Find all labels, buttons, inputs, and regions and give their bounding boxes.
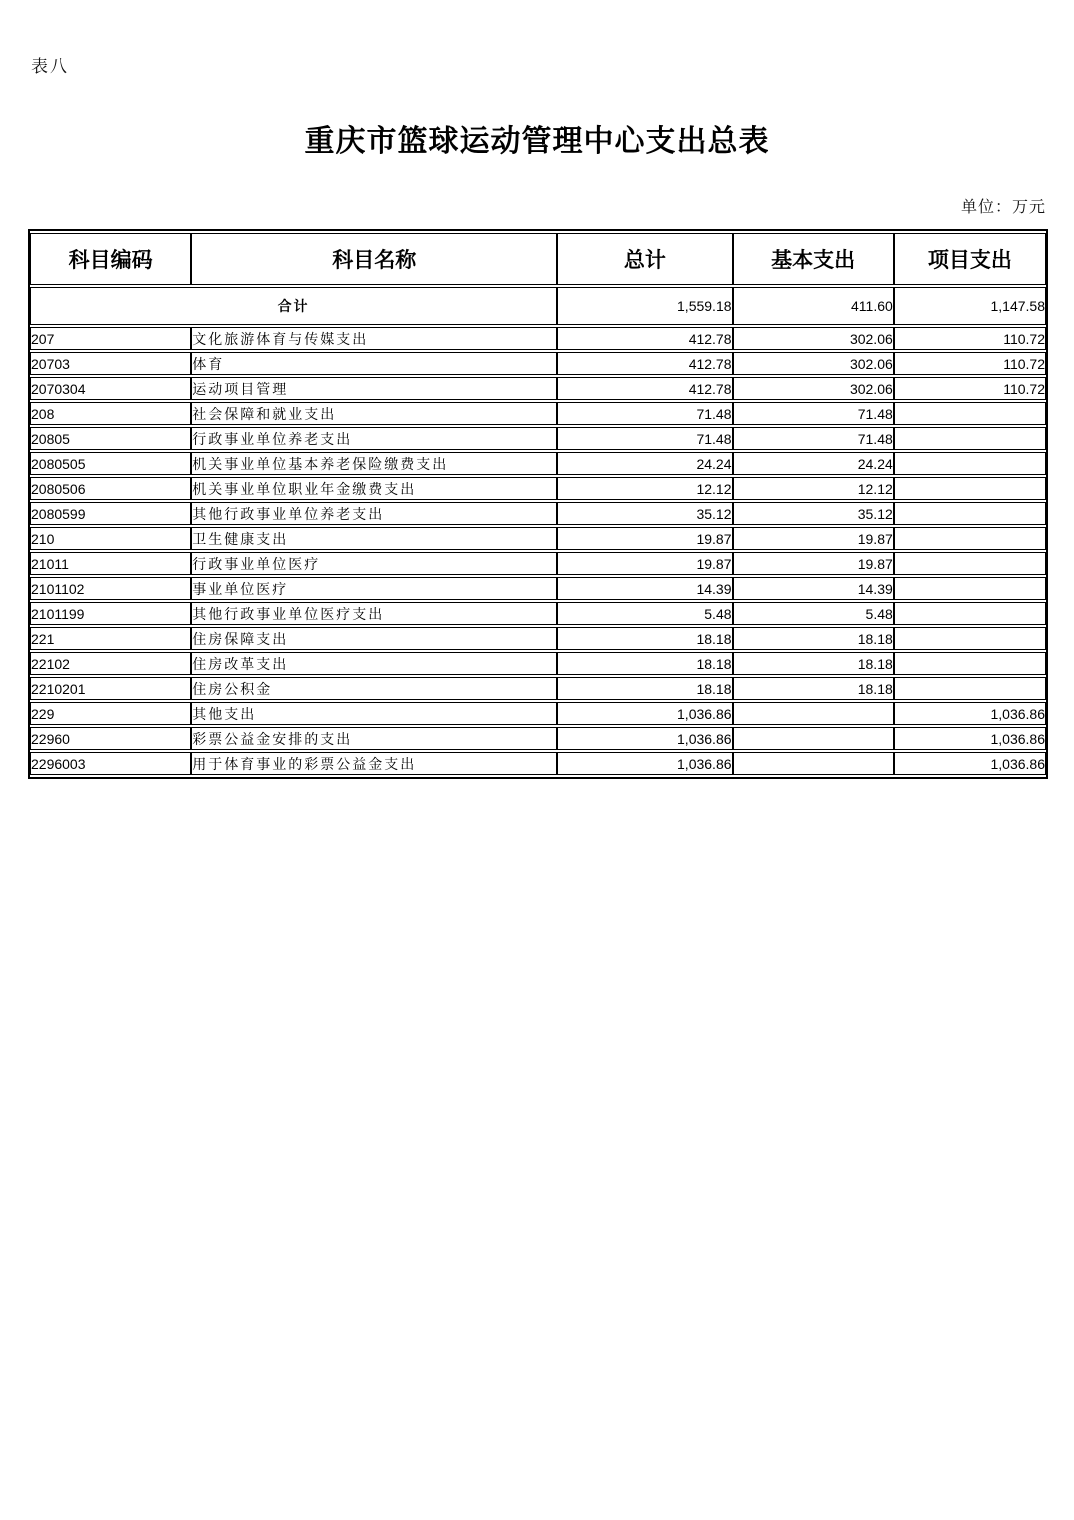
table-row: [30, 727, 1046, 750]
cell-basic-expense: 19.87: [733, 552, 894, 575]
cell-project-expense: 1,036.86: [894, 727, 1046, 750]
cell-project-expense: [894, 602, 1046, 625]
table-body: [30, 287, 1046, 775]
cell-subject-name: 机关事业单位职业年金缴费支出: [191, 477, 557, 500]
cell-basic-expense: 14.39: [733, 577, 894, 600]
cell-grand-total: 5.48: [557, 602, 732, 625]
table-row: [30, 652, 1046, 675]
cell-basic-expense: 302.06: [733, 352, 894, 375]
table-row: [30, 577, 1046, 600]
cell-basic-expense: [733, 727, 894, 750]
col-header-basic-expense: 基本支出: [733, 233, 894, 285]
cell-project-expense: 1,036.86: [894, 702, 1046, 725]
cell-grand-total: 71.48: [557, 427, 732, 450]
cell-subject-code: 2296003: [30, 752, 191, 775]
cell-basic-expense: 12.12: [733, 477, 894, 500]
cell-project-expense: 110.72: [894, 352, 1046, 375]
cell-basic-expense: [733, 752, 894, 775]
cell-grand-total: 35.12: [557, 502, 732, 525]
cell-basic-expense: 71.48: [733, 427, 894, 450]
cell-grand-total: 14.39: [557, 577, 732, 600]
cell-project-expense: [894, 452, 1046, 475]
cell-basic-expense: 302.06: [733, 377, 894, 400]
cell-project-expense: 110.72: [894, 377, 1046, 400]
cell-grand-total: 412.78: [557, 327, 732, 350]
cell-subject-code: 2101102: [30, 577, 191, 600]
page-title: 重庆市篮球运动管理中心支出总表: [304, 125, 770, 158]
cell-subject-name: 机关事业单位基本养老保险缴费支出: [191, 452, 557, 475]
cell-grand-total: 1,036.86: [557, 727, 732, 750]
cell-subject-name: 住房保障支出: [191, 627, 557, 650]
cell-subject-code: 2070304: [30, 377, 191, 400]
cell-basic-expense: 24.24: [733, 452, 894, 475]
cell-grand-total: 1,036.86: [557, 702, 732, 725]
cell-basic-expense: 18.18: [733, 677, 894, 700]
table-row: [30, 327, 1046, 350]
cell-subject-name: 事业单位医疗: [191, 577, 557, 600]
cell-subject-name: 住房公积金: [191, 677, 557, 700]
cell-basic-expense: 18.18: [733, 627, 894, 650]
cell-grand-total: 12.12: [557, 477, 732, 500]
table-row: [30, 377, 1046, 400]
cell-subject-code: 2101199: [30, 602, 191, 625]
cell-basic-expense: 19.87: [733, 527, 894, 550]
cell-subject-code: 21011: [30, 552, 191, 575]
cell-subject-code: 208: [30, 402, 191, 425]
cell-project-expense: [894, 477, 1046, 500]
cell-subject-name: 文化旅游体育与传媒支出: [191, 327, 557, 350]
cell-subject-code: 20805: [30, 427, 191, 450]
cell-project-expense: 1,147.58: [894, 287, 1046, 325]
cell-total-label: 合计: [30, 287, 557, 325]
cell-grand-total: 1,036.86: [557, 752, 732, 775]
cell-subject-name: 体育: [191, 352, 557, 375]
table-header: [30, 233, 1046, 285]
cell-subject-code: 22102: [30, 652, 191, 675]
cell-project-expense: [894, 502, 1046, 525]
expenditure-summary-table: [28, 229, 1048, 779]
cell-grand-total: 19.87: [557, 527, 732, 550]
cell-grand-total: 1,559.18: [557, 287, 732, 325]
cell-grand-total: 24.24: [557, 452, 732, 475]
cell-subject-code: 229: [30, 702, 191, 725]
cell-grand-total: 18.18: [557, 677, 732, 700]
cell-subject-code: 2210201: [30, 677, 191, 700]
cell-grand-total: 18.18: [557, 627, 732, 650]
unit-label: 单位：万元: [960, 199, 1046, 216]
cell-grand-total: 19.87: [557, 552, 732, 575]
cell-project-expense: [894, 527, 1046, 550]
cell-project-expense: [894, 552, 1046, 575]
cell-subject-name: 其他支出: [191, 702, 557, 725]
table-row: [30, 552, 1046, 575]
cell-grand-total: 71.48: [557, 402, 732, 425]
col-header-project-expense: 项目支出: [894, 233, 1046, 285]
table-row: [30, 477, 1046, 500]
cell-subject-name: 彩票公益金安排的支出: [191, 727, 557, 750]
table-row: [30, 352, 1046, 375]
cell-subject-name: 用于体育事业的彩票公益金支出: [191, 752, 557, 775]
cell-grand-total: 412.78: [557, 377, 732, 400]
cell-project-expense: [894, 652, 1046, 675]
cell-project-expense: [894, 427, 1046, 450]
cell-subject-name: 运动项目管理: [191, 377, 557, 400]
table-row: [30, 752, 1046, 775]
cell-basic-expense: 71.48: [733, 402, 894, 425]
table-row: [30, 627, 1046, 650]
cell-subject-name: 其他行政事业单位养老支出: [191, 502, 557, 525]
cell-basic-expense: [733, 702, 894, 725]
cell-project-expense: 1,036.86: [894, 752, 1046, 775]
cell-subject-name: 其他行政事业单位医疗支出: [191, 602, 557, 625]
cell-basic-expense: 18.18: [733, 652, 894, 675]
cell-subject-name: 卫生健康支出: [191, 527, 557, 550]
cell-subject-code: 221: [30, 627, 191, 650]
cell-subject-name: 社会保障和就业支出: [191, 402, 557, 425]
table-row: [30, 527, 1046, 550]
cell-subject-name: 行政事业单位医疗: [191, 552, 557, 575]
cell-subject-code: 210: [30, 527, 191, 550]
cell-project-expense: [894, 677, 1046, 700]
cell-subject-name: 住房改革支出: [191, 652, 557, 675]
cell-project-expense: 110.72: [894, 327, 1046, 350]
cell-subject-code: 207: [30, 327, 191, 350]
cell-project-expense: [894, 402, 1046, 425]
total-row: [30, 287, 1046, 325]
col-header-grand-total: 总计: [557, 233, 732, 285]
cell-grand-total: 18.18: [557, 652, 732, 675]
table-row: [30, 677, 1046, 700]
cell-project-expense: [894, 577, 1046, 600]
cell-basic-expense: 35.12: [733, 502, 894, 525]
table-number-label: 表八: [31, 57, 69, 76]
col-header-subject-code: 科目编码: [30, 233, 191, 285]
cell-basic-expense: 5.48: [733, 602, 894, 625]
col-header-subject-name: 科目名称: [191, 233, 557, 285]
table-row: [30, 702, 1046, 725]
cell-subject-code: 2080599: [30, 502, 191, 525]
cell-subject-code: 20703: [30, 352, 191, 375]
cell-subject-code: 22960: [30, 727, 191, 750]
table-row: [30, 452, 1046, 475]
cell-basic-expense: 302.06: [733, 327, 894, 350]
cell-subject-code: 2080506: [30, 477, 191, 500]
cell-grand-total: 412.78: [557, 352, 732, 375]
table-row: [30, 402, 1046, 425]
table-row: [30, 502, 1046, 525]
header-row: [30, 233, 1046, 285]
table-row: [30, 602, 1046, 625]
cell-basic-expense: 411.60: [733, 287, 894, 325]
cell-subject-code: 2080505: [30, 452, 191, 475]
table-row: [30, 427, 1046, 450]
cell-project-expense: [894, 627, 1046, 650]
cell-subject-name: 行政事业单位养老支出: [191, 427, 557, 450]
